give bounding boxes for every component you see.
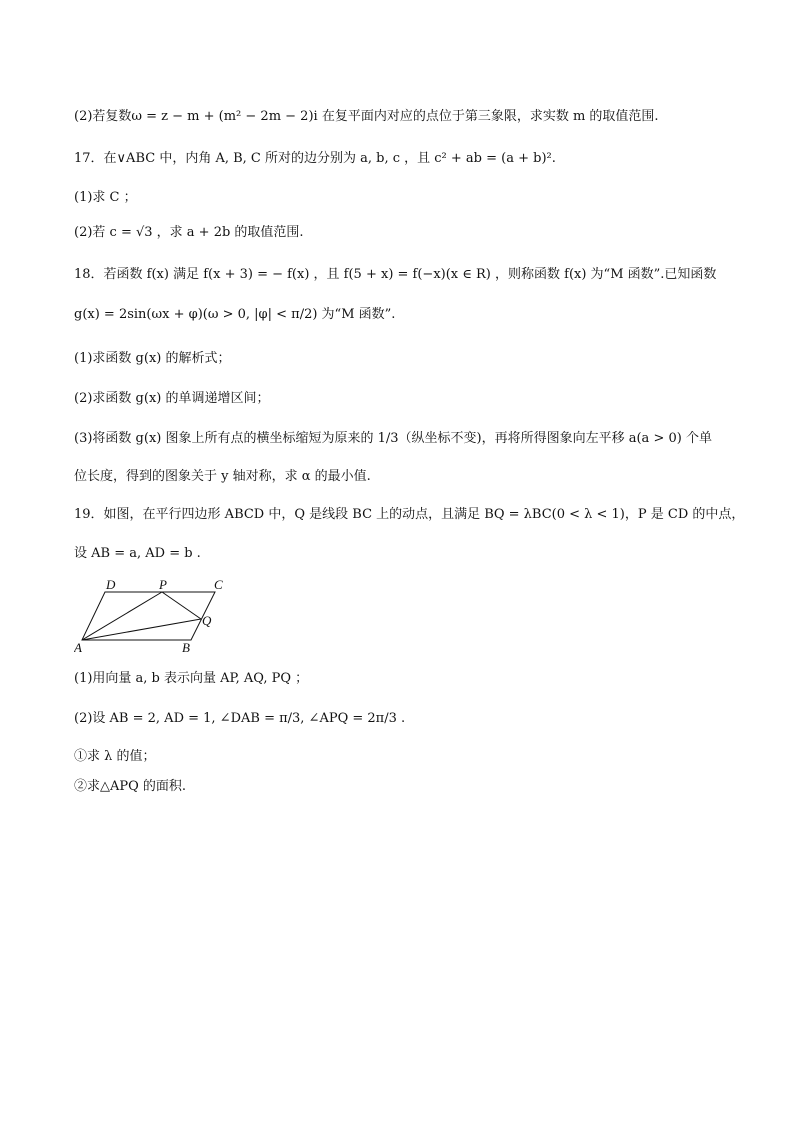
segment-pq xyxy=(162,592,201,619)
label-d: D xyxy=(106,577,116,592)
q19-part2-sub1: ①求 λ 的值； xyxy=(74,749,156,764)
q18-part2: (2)求函数 g(x) 的单调递增区间； xyxy=(74,391,270,406)
q18-part3-line1: (3)将函数 g(x) 图象上所有点的横坐标缩短为原来的 1/3（纵坐标不变)，再将所得图象向左平移 a(a > 0) 个单 xyxy=(74,431,712,446)
q18-part3-line2: 位长度，得到的图象关于 y 轴对称，求 α 的最小值. xyxy=(74,469,371,484)
parallelogram-abcd xyxy=(82,592,215,640)
q19-setup: 设 AB = a, AD = b . xyxy=(74,546,201,561)
q18-part1: (1)求函数 g(x) 的解析式； xyxy=(74,351,231,366)
label-q: Q xyxy=(202,613,212,628)
q17-stem: 17．在∨ABC 中，内角 A, B, C 所对的边分别为 a, b, c ，且 c² + ab = (a + b)². xyxy=(74,151,556,166)
label-c: C xyxy=(214,577,223,592)
q19-part1: (1)用向量 a, b 表示向量 AP, AQ, PQ ； xyxy=(74,671,309,686)
q19-part2-sub2: ②求△APQ 的面积. xyxy=(74,779,187,794)
label-b: B xyxy=(182,640,190,655)
q19-part2: (2)设 AB = 2, AD = 1, ∠DAB = π/3, ∠APQ = 2π/3 . xyxy=(74,711,406,726)
q17-part2: (2)若 c = √3 ，求 a + 2b 的取值范围. xyxy=(74,225,304,240)
q18-stem: 18．若函数 f(x) 满足 f(x + 3) = − f(x) ，且 f(5 + x) = f(−x)(x ∈ R) ，则称函数 f(x) 为“M 函数”.已知函数 xyxy=(74,267,717,282)
parallelogram-figure xyxy=(74,576,234,656)
q16-part2: (2)若复数ω = z − m + (m² − 2m − 2)i 在复平面内对应的点位于第三象限，求实数 m 的取值范围. xyxy=(74,109,659,124)
label-p: P xyxy=(159,577,167,592)
q19-stem: 19．如图，在平行四边形 ABCD 中，Q 是线段 BC 上的动点，且满足 BQ = λBC(0 < λ < 1)，P 是 CD 的中点， xyxy=(74,507,745,522)
label-a: A xyxy=(74,640,82,655)
q17-part1: (1)求 C ； xyxy=(74,190,137,205)
q18-definition: g(x) = 2sin(ωx + φ)(ω > 0, |φ| < π/2) 为“M 函数”. xyxy=(74,307,396,322)
